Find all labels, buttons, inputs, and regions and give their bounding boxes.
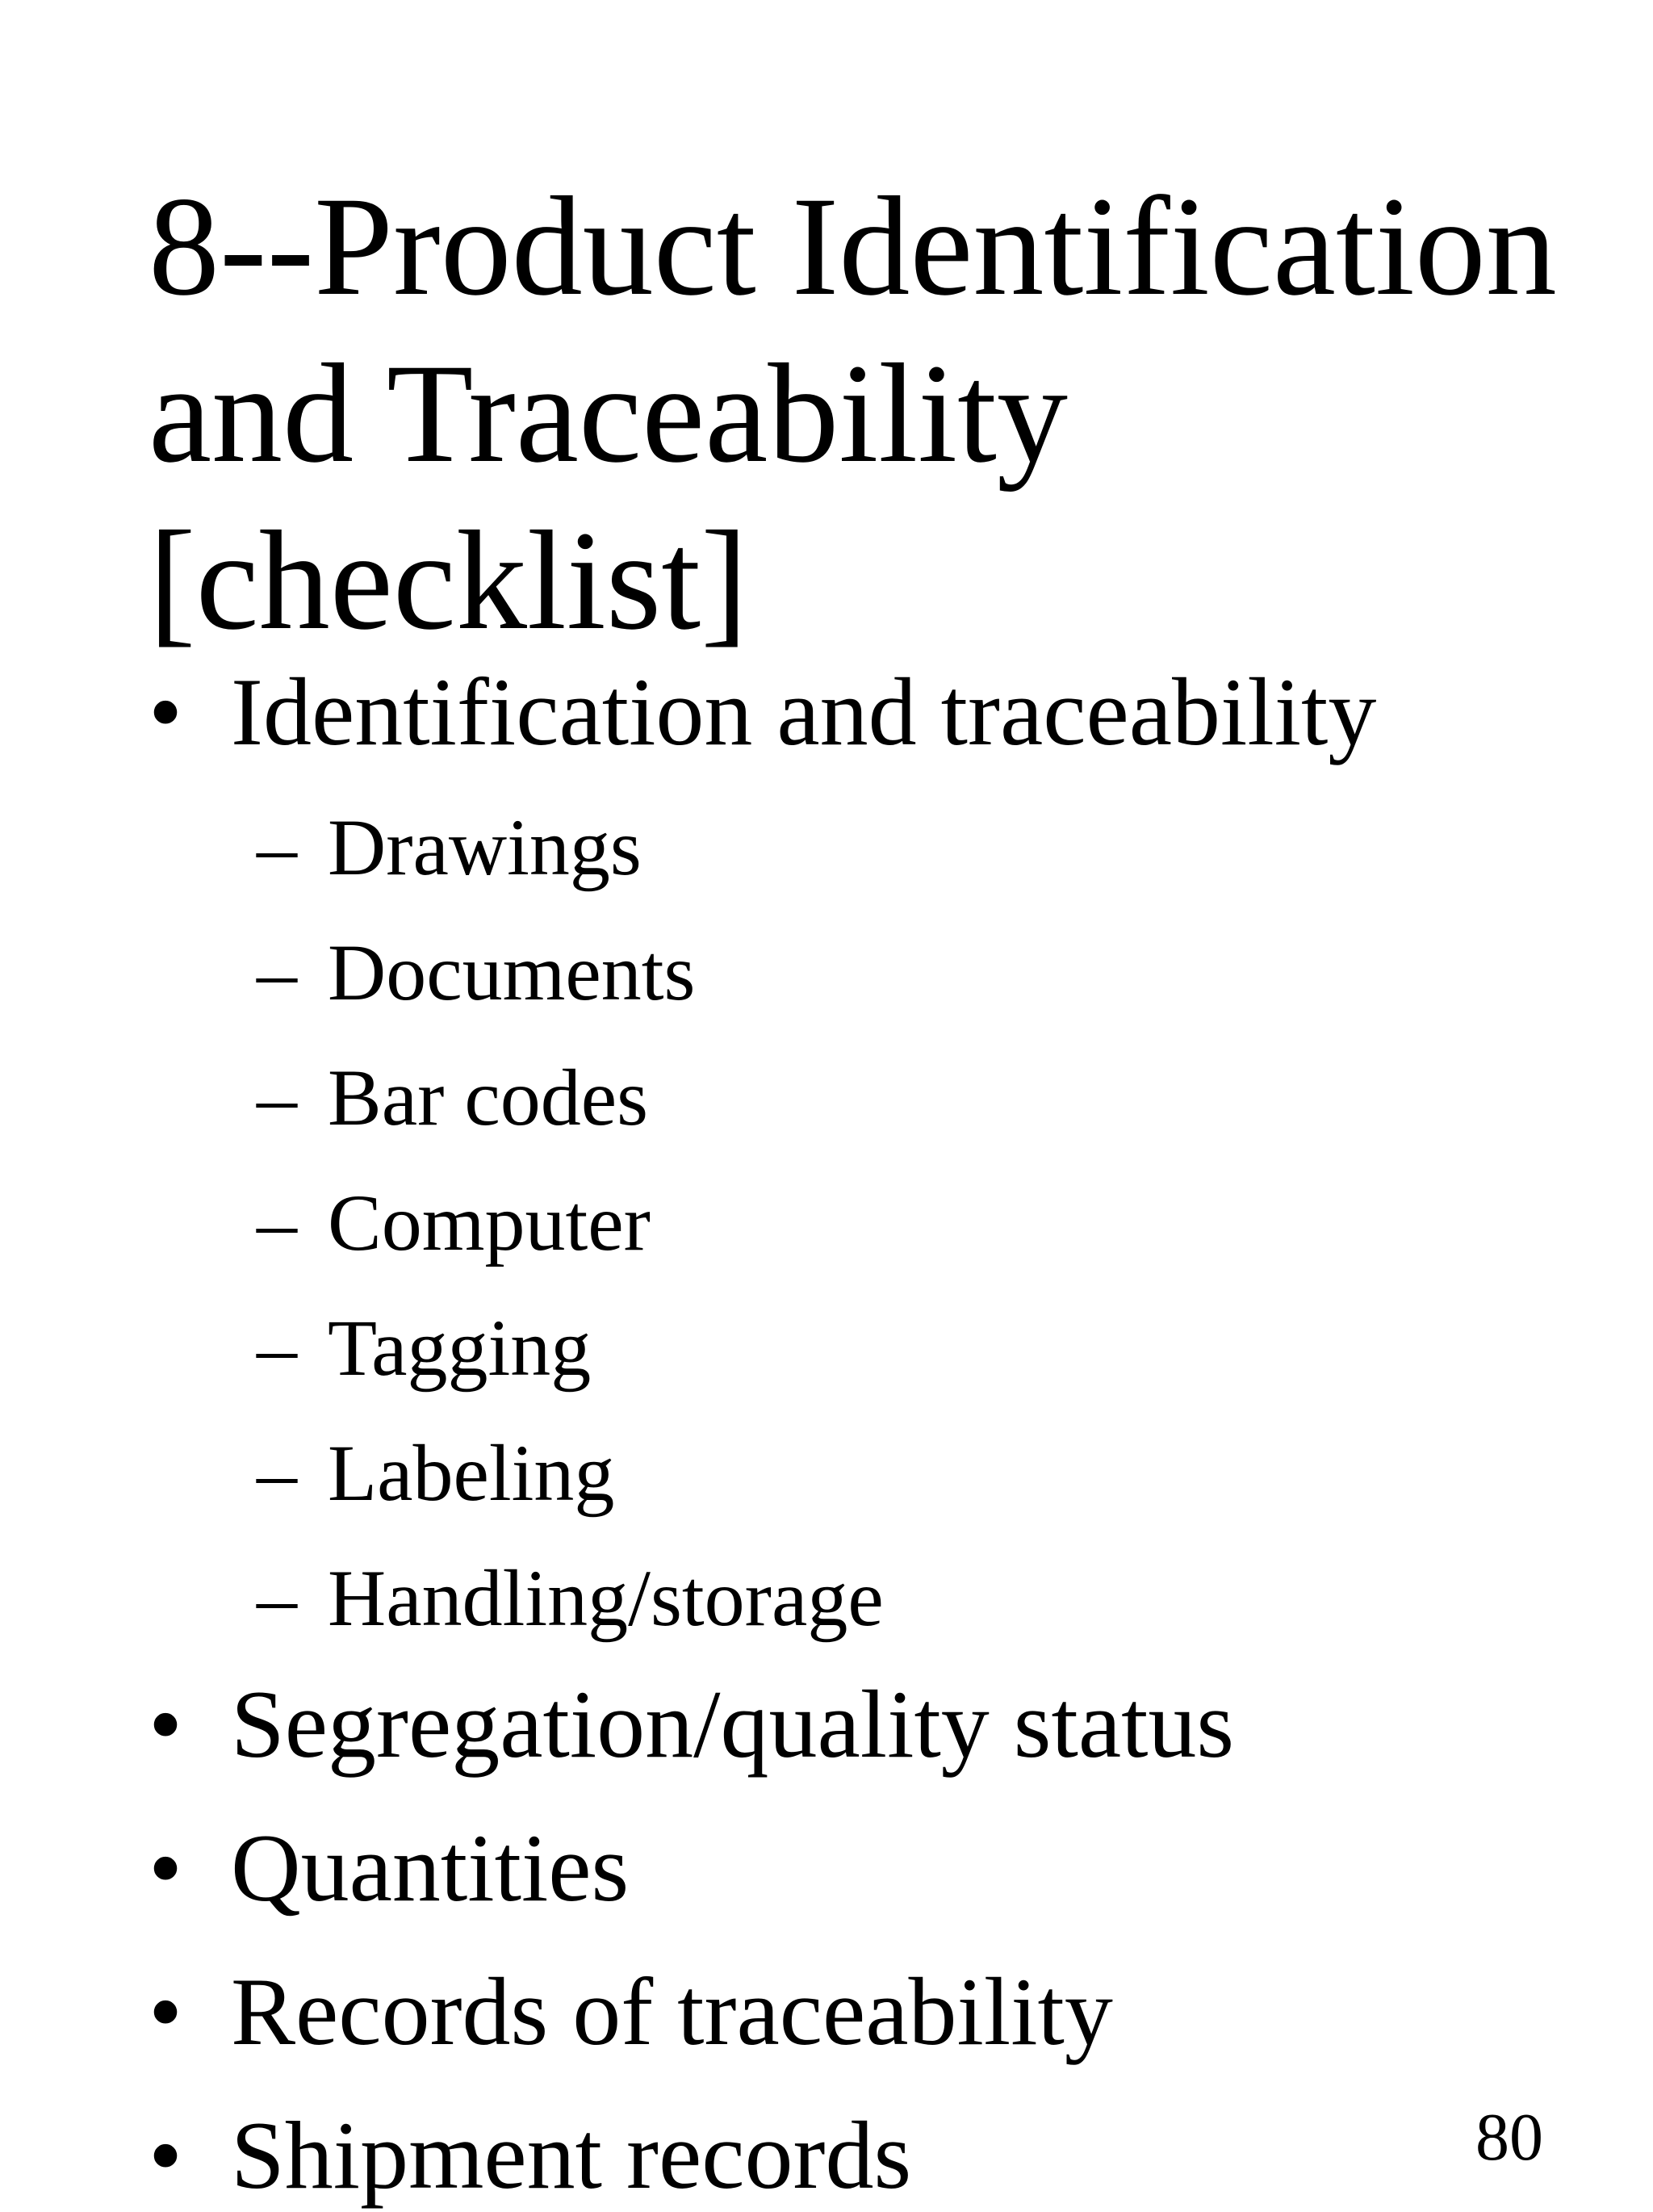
dash-marker: – bbox=[257, 928, 297, 1017]
bullet-text: Identification and traceability bbox=[231, 658, 1377, 765]
sub-item-text: Computer bbox=[328, 1178, 651, 1267]
dash-marker: – bbox=[257, 1053, 297, 1142]
bullet-text: Segregation/quality status bbox=[231, 1670, 1235, 1778]
dash-marker: – bbox=[257, 1428, 297, 1518]
sub-item-text: Documents bbox=[328, 928, 696, 1017]
dash-marker: – bbox=[257, 1553, 297, 1643]
title-line-2: and Traceability bbox=[149, 335, 1068, 492]
title-line-3: [checklist] bbox=[149, 502, 748, 660]
bullet-text: Quantities bbox=[231, 1814, 630, 1921]
bullet-marker: • bbox=[149, 1670, 183, 1778]
bullet-text: Shipment records bbox=[231, 2101, 912, 2209]
slide-title bbox=[149, 163, 1617, 664]
bullet-marker: • bbox=[149, 2101, 183, 2209]
bullet-marker: • bbox=[149, 1814, 183, 1921]
title-line-1: 8--Product Identification bbox=[149, 168, 1557, 325]
page-number: 80 bbox=[1475, 2100, 1543, 2175]
sub-item-text: Tagging bbox=[328, 1303, 592, 1393]
sub-item-text: Handling/storage bbox=[328, 1553, 884, 1643]
sub-item-text: Drawings bbox=[328, 802, 642, 892]
bullet-text: Records of traceability bbox=[231, 1958, 1113, 2065]
bullet-marker: • bbox=[149, 1958, 183, 2065]
bullet-marker: • bbox=[149, 658, 183, 765]
dash-marker: – bbox=[257, 1303, 297, 1393]
sub-item-text: Bar codes bbox=[328, 1053, 649, 1142]
sub-item-text: Labeling bbox=[328, 1428, 615, 1518]
dash-marker: – bbox=[257, 802, 297, 892]
dash-marker: – bbox=[257, 1178, 297, 1267]
